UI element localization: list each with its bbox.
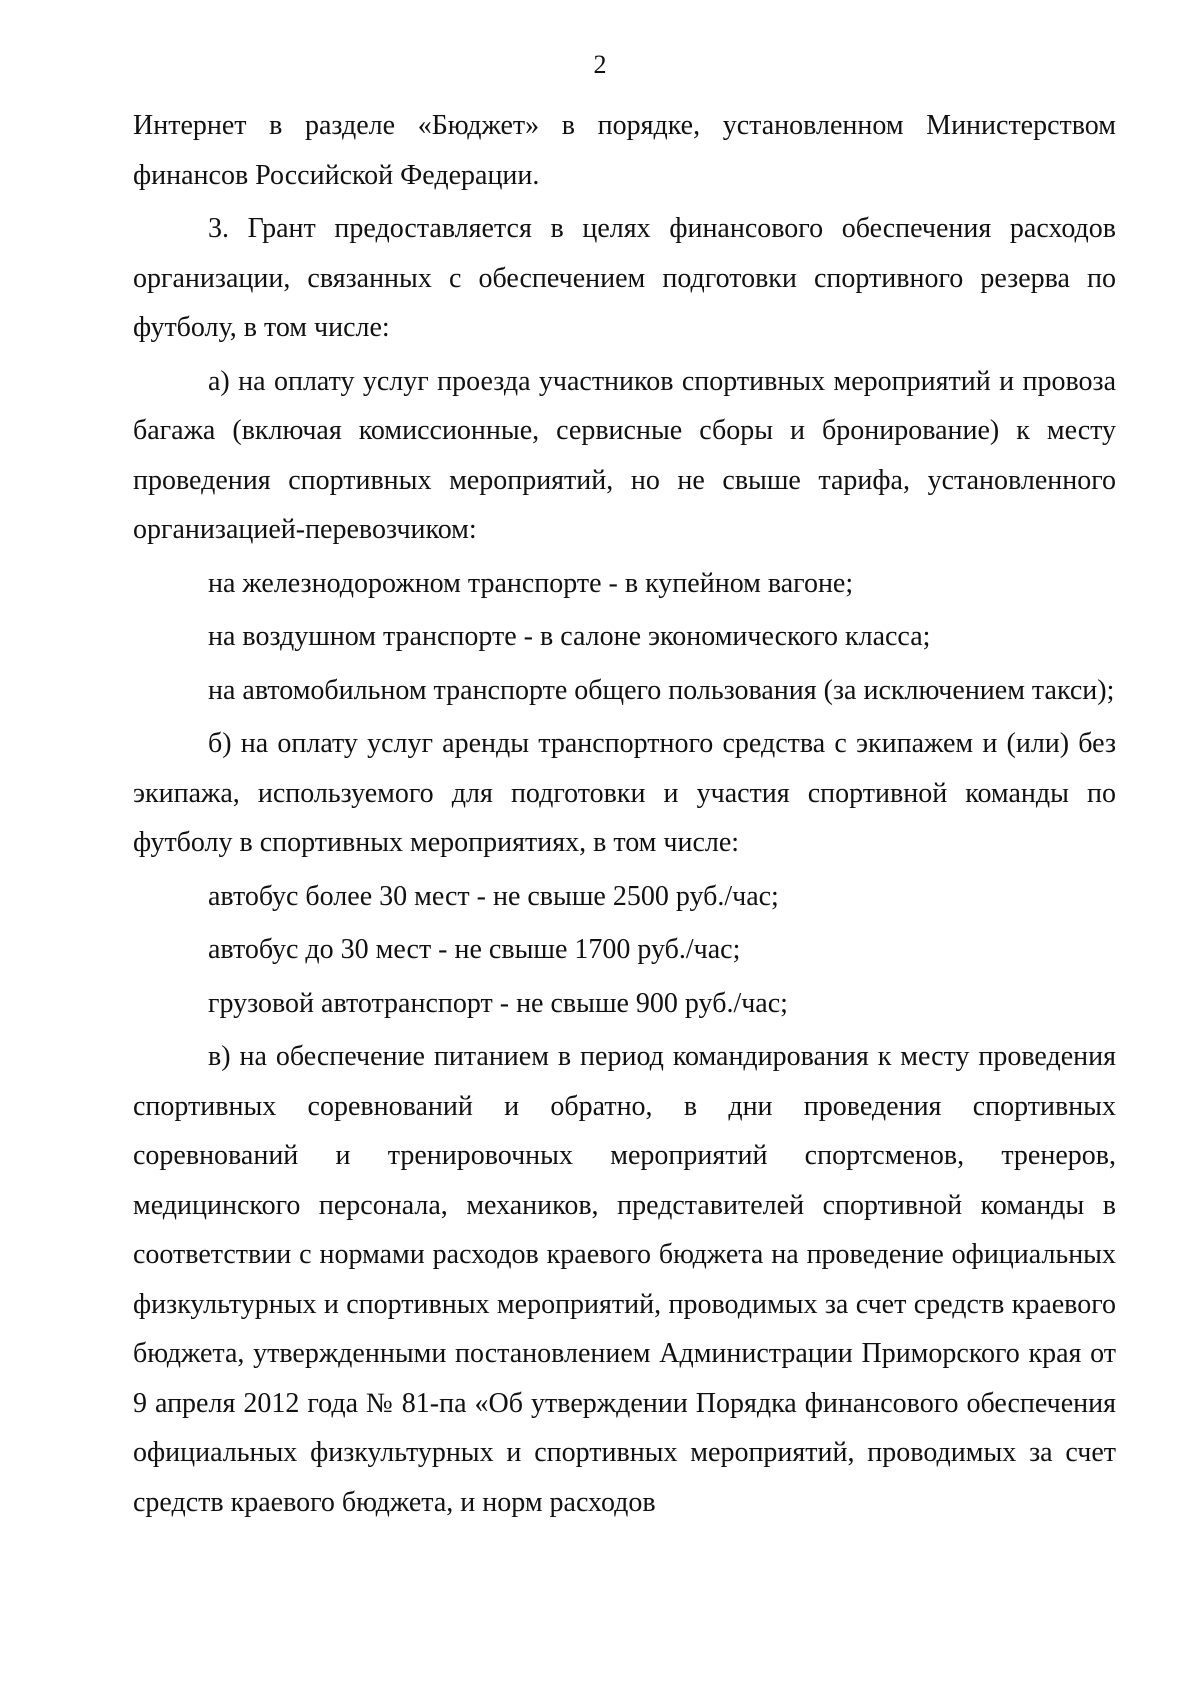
paragraph-subitem-a: а) на оплату услуг проезда участников спортивных мероприятий и провоза багажа (включая комиссионные, сервисные сборы и бронирование) к месту проведения спортивных мероприятий, но не свыше тарифа, установленного организацией-перевозчиком: [133, 365, 1116, 545]
list-line-air: на воздушном транспорте - в салоне экономического класса; [208, 621, 931, 652]
paragraph-subitem-b: б) на оплату услуг аренды транспортного средства с экипажем и (или) без экипажа, используемого для подготовки и участия спортивной команды по футболу в спортивных мероприятиях, в том числе: [133, 728, 1116, 858]
list-line-truck: грузовой автотранспорт - не свыше 900 руб./час; [208, 987, 788, 1019]
list-line-rail: на железнодорожном транспорте - в купейном вагоне; [208, 567, 854, 599]
paragraph-subitem-v: в) на обеспечение питанием в период командирования к месту проведения спортивных соревнований и обратно, в дни проведения спортивных соревнований и тренировочных мероприятий спортсменов, тренеров, медицинского персонала, механиков, представителей спортивной команды в соответствии с нормами расходов краевого бюджета на проведение официальных физкультурных и спортивных мероприятий, проводимых за счет средств краевого бюджета, утвержденными постановлением Администрации Приморского края от 9 апреля 2012 года № 81-па «Об утверждении Порядка финансового обеспечения официальных физкультурных и спортивных мероприятий, проводимых за счет средств краевого бюджета, и норм расходов [133, 1041, 1116, 1518]
list-line-bus-large: автобус более 30 мест - не свыше 2500 руб./час; [208, 880, 779, 912]
paragraph-auto-transport: на автомобильном транспорте общего пользования (за исключением такси); [208, 674, 1115, 706]
paragraph-continuation: Интернет в разделе «Бюджет» в порядке, установленном Министерством финансов Российской Федерации. [133, 110, 1116, 191]
list-line-bus-small: автобус до 30 мест - не свыше 1700 руб./час; [208, 934, 741, 965]
paragraph-item-3: 3. Грант предоставляется в целях финансового обеспечения расходов организации, связанных с обеспечением подготовки спортивного резерва по футболу, в том числе: [133, 213, 1116, 343]
document-body [133, 101, 1116, 1527]
page-number: 2 [593, 50, 607, 79]
